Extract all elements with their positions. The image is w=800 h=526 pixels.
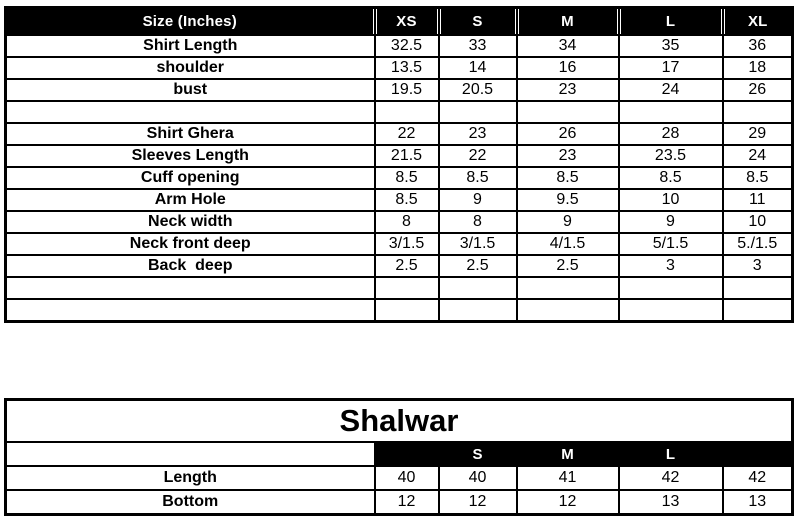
size-value: 23.5 [619,145,723,167]
shalwar-col-xl [723,442,793,466]
size-value: 3/1.5 [439,233,517,255]
size-value: 10 [723,211,793,233]
size-value [723,299,793,321]
measurement-label: Neck front deep [6,233,375,255]
table-row-empty [6,277,793,299]
size-value: 13 [723,490,793,514]
size-col-l-cell [619,8,723,36]
size-value: 35 [619,35,723,57]
measurement-label [6,101,375,123]
measurement-label: shoulder [6,57,375,79]
size-value: 8 [439,211,517,233]
size-inches-header-cell [6,8,375,36]
size-value: 9.5 [517,189,619,211]
size-value: 9 [619,211,723,233]
size-value: 9 [517,211,619,233]
measurement-label: bust [6,79,375,101]
size-value: 29 [723,123,793,145]
size-value [375,277,439,299]
size-col-m: M [519,9,617,34]
size-value: 33 [439,35,517,57]
size-value: 17 [619,57,723,79]
size-value: 3 [619,255,723,277]
size-value [439,277,517,299]
size-col-m-cell [517,8,619,36]
size-value [439,101,517,123]
size-inches-header: Size (Inches) [7,9,373,34]
size-value: 36 [723,35,793,57]
measurement-label: Length [6,466,375,490]
size-value: 8.5 [619,167,723,189]
size-value: 10 [619,189,723,211]
measurement-label [6,299,375,321]
size-value: 12 [439,490,517,514]
size-value: 28 [619,123,723,145]
size-value: 22 [439,145,517,167]
size-value [375,299,439,321]
size-value: 13 [619,490,723,514]
shalwar-size-table [4,398,794,516]
size-value: 16 [517,57,619,79]
size-value: 26 [723,79,793,101]
size-value: 3/1.5 [375,233,439,255]
table-row-bust [6,79,793,101]
table-row-shoulder [6,57,793,79]
size-col-s-cell [439,8,517,36]
table-row-neck-front-deep [6,233,793,255]
size-value [619,299,723,321]
table-row-back-deep [6,255,793,277]
table-row-shirt-ghera [6,123,793,145]
size-value: 41 [517,466,619,490]
shalwar-header-blank-cell [6,442,375,466]
shirt-size-table [4,6,794,323]
measurement-label: Sleeves Length [6,145,375,167]
size-value: 42 [723,466,793,490]
size-col-xl: XL [725,9,792,34]
size-value: 21.5 [375,145,439,167]
size-value: 3 [723,255,793,277]
size-value [619,101,723,123]
size-value: 32.5 [375,35,439,57]
size-value: 24 [723,145,793,167]
size-value: 5./1.5 [723,233,793,255]
table-row-cuff-opening [6,167,793,189]
size-value: 2.5 [375,255,439,277]
measurement-label: Bottom [6,490,375,514]
size-value: 4/1.5 [517,233,619,255]
size-value: 2.5 [439,255,517,277]
measurement-label: Shirt Ghera [6,123,375,145]
measurement-label: Neck width [6,211,375,233]
size-value: 23 [517,145,619,167]
table-row-sleeves-length [6,145,793,167]
size-value [517,299,619,321]
table-row-arm-hole [6,189,793,211]
size-value [723,277,793,299]
size-value: 8.5 [439,167,517,189]
shalwar-title-row [6,400,793,443]
size-value: 23 [517,79,619,101]
size-value: 11 [723,189,793,211]
size-col-xs-cell [375,8,439,36]
table-row-empty [6,299,793,321]
size-value: 14 [439,57,517,79]
size-col-s: S [441,9,515,34]
size-value: 8.5 [375,167,439,189]
size-value: 18 [723,57,793,79]
shalwar-col-l: L [619,442,723,466]
size-value [517,101,619,123]
size-value: 13.5 [375,57,439,79]
size-value: 40 [439,466,517,490]
size-header-row [6,8,793,36]
size-value: 9 [439,189,517,211]
size-value: 22 [375,123,439,145]
size-value: 40 [375,466,439,490]
table-row-shirt-length [6,35,793,57]
size-value: 2.5 [517,255,619,277]
table-row-neck-width [6,211,793,233]
size-value: 20.5 [439,79,517,101]
shalwar-col-m: M [517,442,619,466]
size-value: 12 [517,490,619,514]
size-value [375,101,439,123]
size-value: 26 [517,123,619,145]
shalwar-col-xs [375,442,439,466]
size-value: 34 [517,35,619,57]
size-value: 23 [439,123,517,145]
size-value: 42 [619,466,723,490]
size-value [517,277,619,299]
size-col-xs: XS [377,9,437,34]
shalwar-title: Shalwar [6,400,793,443]
size-value: 19.5 [375,79,439,101]
size-value [619,277,723,299]
size-value [723,101,793,123]
size-col-l: L [621,9,721,34]
table-row-empty [6,101,793,123]
shalwar-header-row [6,442,793,466]
shalwar-col-s: S [439,442,517,466]
size-value: 5/1.5 [619,233,723,255]
measurement-label: Arm Hole [6,189,375,211]
size-col-xl-cell [723,8,793,36]
measurement-label [6,277,375,299]
size-value: 8.5 [375,189,439,211]
table-row-length [6,466,793,490]
measurement-label: Back deep [6,255,375,277]
size-value [439,299,517,321]
table-row-bottom [6,490,793,514]
measurement-label: Shirt Length [6,35,375,57]
size-value: 12 [375,490,439,514]
size-value: 8.5 [723,167,793,189]
size-value: 8 [375,211,439,233]
size-value: 8.5 [517,167,619,189]
size-value: 24 [619,79,723,101]
measurement-label: Cuff opening [6,167,375,189]
